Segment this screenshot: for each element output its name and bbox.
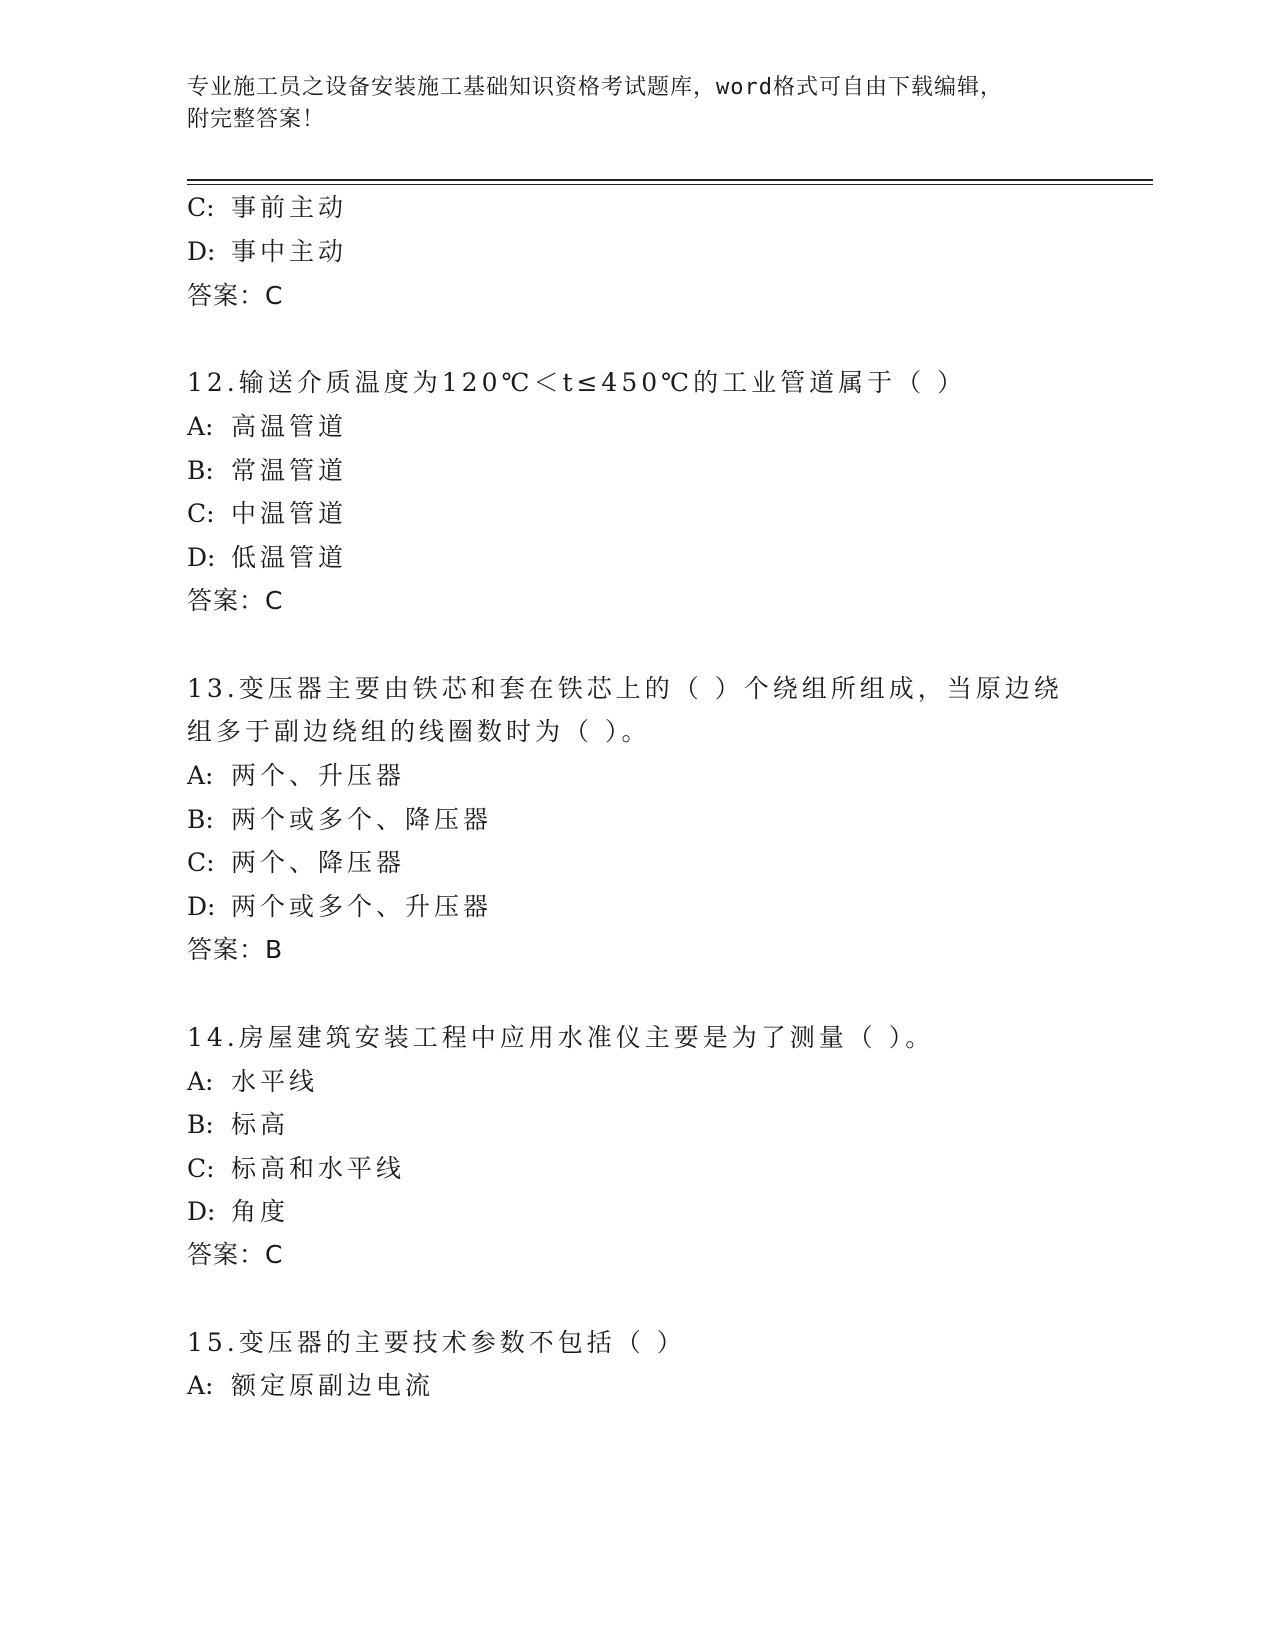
header-line-2: 附完整答案！ xyxy=(187,107,326,132)
option-letter: A: xyxy=(187,1371,214,1400)
option-text: 事前主动 xyxy=(231,193,348,222)
option-line xyxy=(187,1151,405,1187)
option-text: 常温管道 xyxy=(231,456,348,485)
option-line xyxy=(187,1194,289,1230)
option-text: 额定原副边电流 xyxy=(231,1371,435,1400)
option-letter: B: xyxy=(187,1110,214,1139)
option-letter: A: xyxy=(187,1067,214,1096)
option-text: 高温管道 xyxy=(231,412,348,441)
option-line xyxy=(187,1107,289,1143)
answer-line: 答案：B xyxy=(187,935,284,964)
option-line xyxy=(187,1368,434,1404)
option-line xyxy=(187,453,347,489)
option-letter: B: xyxy=(187,456,214,485)
option-text: 低温管道 xyxy=(231,543,348,572)
question-text: 13.变压器主要由铁芯和套在铁芯上的（ ）个绕组所组成，当原边绕 xyxy=(187,674,1063,703)
option-letter: C: xyxy=(187,848,215,877)
option-letter: D: xyxy=(187,237,216,266)
option-text: 角度 xyxy=(231,1197,290,1226)
option-line xyxy=(187,496,347,532)
option-letter: A: xyxy=(187,761,214,790)
answer-line: 答案：C xyxy=(187,1240,284,1269)
question-text: 14.房屋建筑安装工程中应用水准仪主要是为了测量（ ）。 xyxy=(187,1023,935,1052)
option-letter: C: xyxy=(187,499,215,528)
option-text: 标高和水平线 xyxy=(231,1154,406,1183)
answer-line: 答案：C xyxy=(187,586,284,615)
header-line-1: 专业施工员之设备安装施工基础知识资格考试题库，word格式可自由下载编辑， xyxy=(187,75,1003,100)
option-text: 两个、降压器 xyxy=(231,848,406,877)
option-letter: C: xyxy=(187,1154,215,1183)
header-divider-thin xyxy=(187,184,1153,185)
option-text: 两个或多个、升压器 xyxy=(231,892,493,921)
option-letter: A: xyxy=(187,412,214,441)
question-text: 组多于副边绕组的线圈数时为（ ）。 xyxy=(187,717,651,746)
option-text: 标高 xyxy=(231,1110,290,1139)
question-text: 15.变压器的主要技术参数不包括（ ） xyxy=(187,1328,686,1357)
option-line xyxy=(187,758,405,794)
option-line xyxy=(187,540,347,576)
header-divider-thick xyxy=(187,179,1153,181)
option-line xyxy=(187,234,347,270)
option-line xyxy=(187,190,347,226)
option-letter: B: xyxy=(187,805,214,834)
option-text: 两个或多个、降压器 xyxy=(231,805,493,834)
option-letter: D: xyxy=(187,1197,216,1226)
option-text: 事中主动 xyxy=(231,237,348,266)
document-header xyxy=(187,72,1067,136)
option-line xyxy=(187,889,492,925)
option-text: 两个、升压器 xyxy=(231,761,406,790)
option-text: 中温管道 xyxy=(231,499,348,528)
option-line xyxy=(187,1064,318,1100)
option-line xyxy=(187,845,405,881)
option-letter: C: xyxy=(187,193,215,222)
option-line xyxy=(187,802,492,838)
answer-line: 答案：C xyxy=(187,281,284,310)
question-text: 12.输送介质温度为120℃＜t≤450℃的工业管道属于（ ） xyxy=(187,368,967,397)
option-text: 水平线 xyxy=(231,1067,319,1096)
option-letter: D: xyxy=(187,892,216,921)
option-letter: D: xyxy=(187,543,216,572)
option-line xyxy=(187,409,347,445)
